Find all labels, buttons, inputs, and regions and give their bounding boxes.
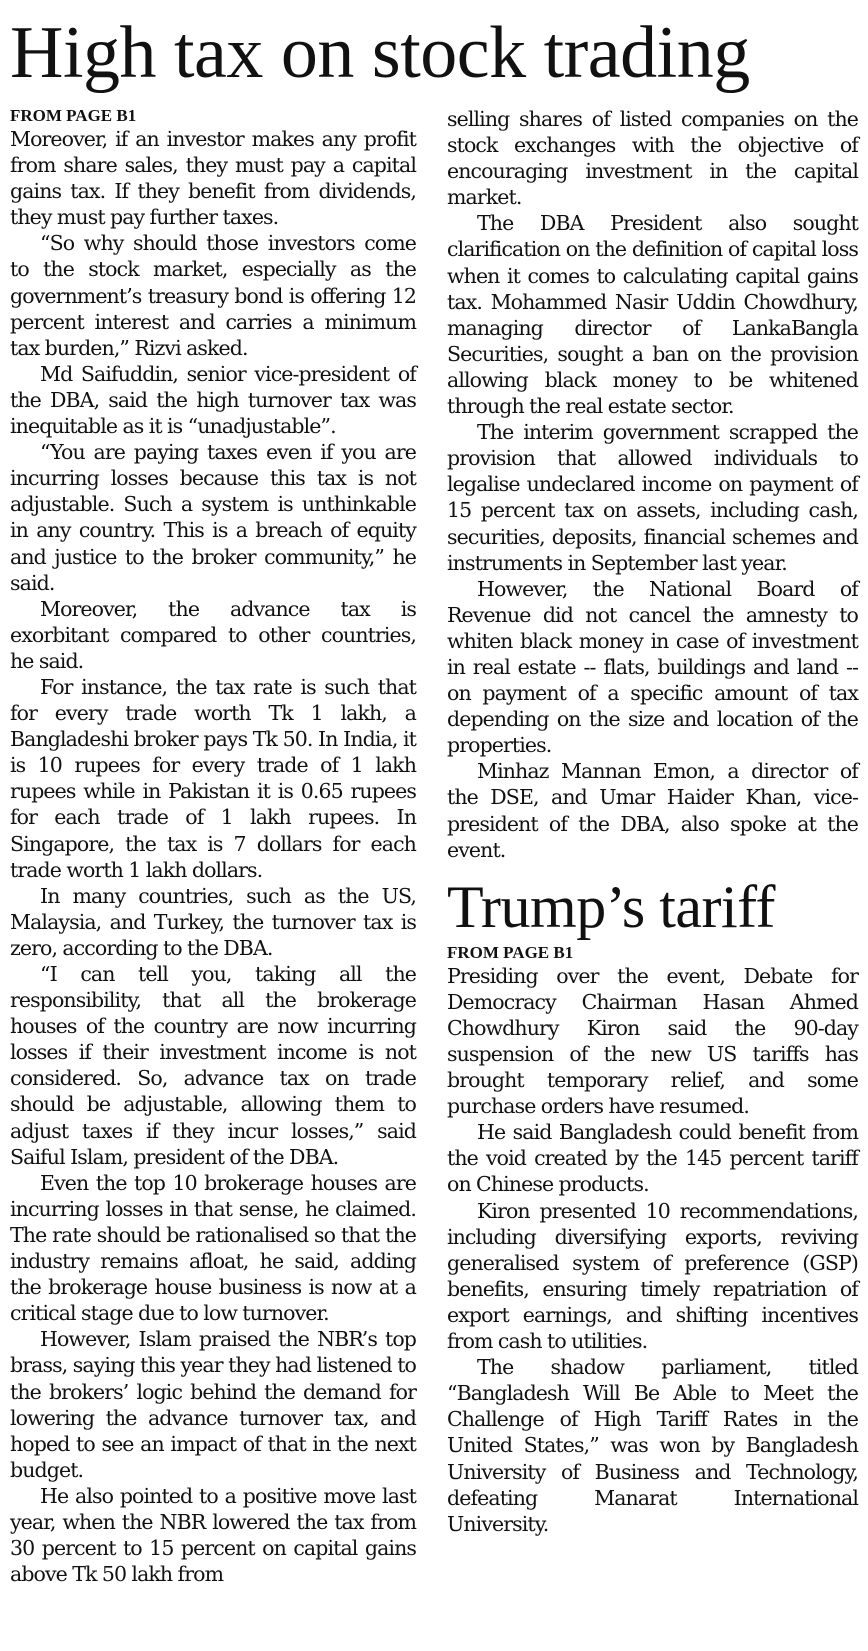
paragraph: The shadow parliament, titled “Bangladesh Will Be Able to Meet the Challenge of High Tariff Rates in the United States,” was won by Bangladesh University of Business and Technology, defeating Manarat International University.	[447, 1355, 858, 1536]
article1-right-column	[447, 106, 858, 1537]
paragraph: In many countries, such as the US, Malaysia, and Turkey, the turnover tax is zero, according to the DBA.	[10, 883, 416, 960]
paragraph: Presiding over the event, Debate for Democracy Chairman Hasan Ahmed Chowdhury Kiron said the 90-day suspension of the new US tariffs has brought temporary relief, and some purchase orders have resumed.	[447, 963, 858, 1119]
paragraph: However, the National Board of Revenue did not cancel the amnesty to whiten black money in case of investment in real estate -- flats, buildings and land -- on payment of a specific amount of tax depending on the size and location of the properties.	[447, 576, 858, 758]
paragraph: Minhaz Mannan Emon, a director of the DSE, and Umar Haider Khan, vice-president of the DBA, also spoke at the event.	[447, 759, 858, 862]
headline-trump-tariff: Trump’s tariff	[447, 873, 776, 940]
dateline: FROM PAGE B1	[447, 942, 574, 962]
paragraph: Even the top 10 brokerage houses are incurring losses in that sense, he claimed. The rate should be rationalised so that the industry remains afloat, he said, adding the brokerage house business is now at a critical stage due to low turnover.	[10, 1170, 416, 1326]
headline-stock-tax: High tax on stock trading	[10, 12, 750, 94]
dateline: FROM PAGE B1	[10, 106, 137, 125]
paragraph: “I can tell you, taking all the responsibility, that all the brokerage houses of the country are now incurring losses if their investment income is not considered. So, advance tax on trade should be adjustable, allowing them to adjust taxes if they incur losses,” said Saiful Islam, president of the DBA.	[10, 962, 416, 1169]
paragraph: The DBA President also sought clarification on the definition of capital loss when it comes to calculating capital gains tax. Mohammed Nasir Uddin Chowdhury, managing director of LankaBangla Securities, sought a ban on the provision allowing black money to be whitened through the real estate sector.	[447, 211, 858, 419]
paragraph: He also pointed to a positive move last year, when the NBR lowered the tax from 30 percent to 15 percent on capital gains above Tk 50 lakh from	[10, 1483, 416, 1587]
paragraph: “So why should those investors come to the stock market, especially as the government’s treasury bond is offering 12 percent interest and carries a minimum tax burden,” Rizvi asked.	[10, 231, 416, 360]
paragraph: For instance, the tax rate is such that for every trade worth Tk 1 lakh, a Bangladeshi broker pays Tk 50. In India, it is 10 rupees for every trade of 1 lakh rupees while in Pakistan it is 0.65 rupees for each trade of 1 lakh rupees. In Singapore, the tax is 7 dollars for each trade worth 1 lakh dollars.	[10, 674, 416, 882]
paragraph: However, Islam praised the NBR’s top brass, saying this year they had listened to the brokers’ logic behind the demand for lowering the advance turnover tax, and hoped to see an impact of that in the next budget.	[10, 1327, 416, 1482]
paragraph: Kiron presented 10 recommendations, including diversifying exports, reviving generalised system of preference (GSP) benefits, ensuring timely repatriation of export earnings, and shifting incentives from cash to utilities.	[447, 1198, 858, 1354]
article1-left-column	[10, 106, 416, 1587]
paragraph: He said Bangladesh could benefit from the void created by the 145 percent tariff on Chinese products.	[447, 1120, 858, 1197]
paragraph: Md Saifuddin, senior vice-president of the DBA, said the high turnover tax was inequitable as it is “unadjustable”.	[10, 361, 416, 439]
paragraph: “You are paying taxes even if you are incurring losses because this tax is not adjustable. Such a system is unthinkable in any country. This is a breach of equity and justice to the broker community,” he said.	[10, 440, 416, 595]
paragraph: Moreover, the advance tax is exorbitant compared to other countries, he said.	[10, 596, 416, 673]
paragraph: selling shares of listed companies on the stock exchanges with the objective of encouraging investment in the capital market.	[447, 107, 858, 210]
paragraph: Moreover, if an investor makes any profit from share sales, they must pay a capital gains tax. If they benefit from dividends, they must pay further taxes.	[10, 127, 416, 230]
paragraph: The interim government scrapped the provision that allowed individuals to legalise undeclared income on payment of 15 percent tax on assets, including cash, securities, deposits, financial schemes and instruments in September last year.	[447, 420, 858, 575]
